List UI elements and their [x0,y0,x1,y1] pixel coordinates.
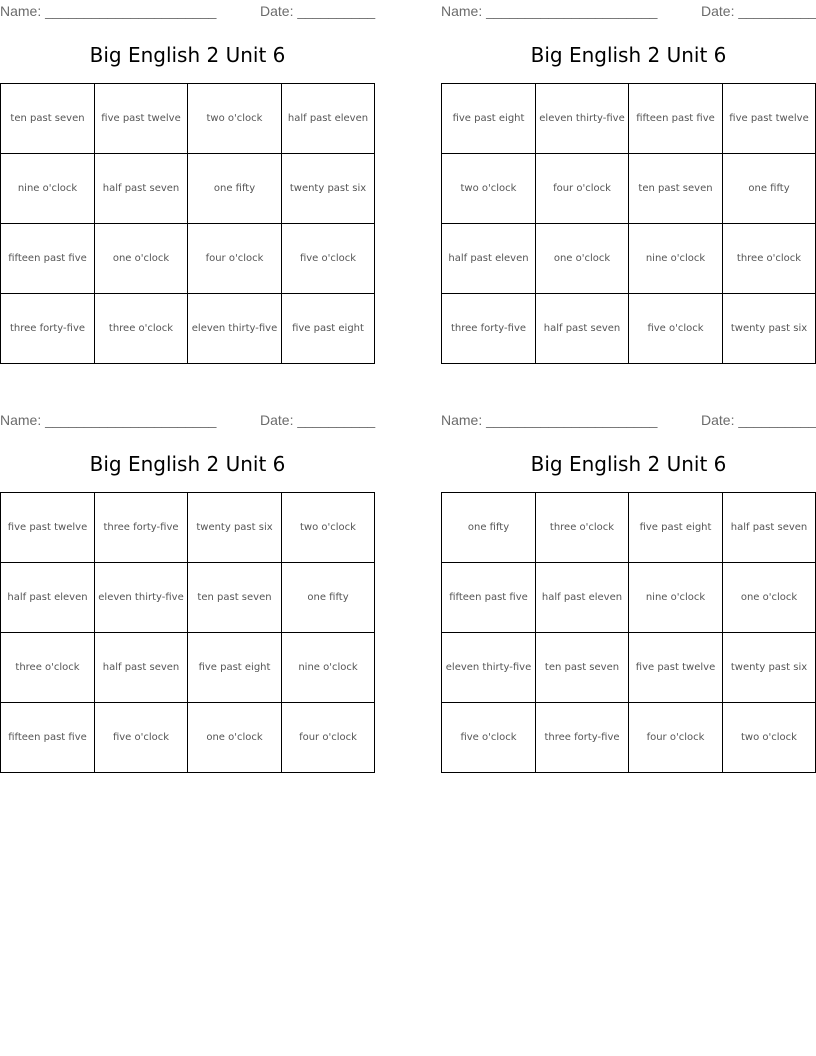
bingo-cell: two o'clock [188,84,282,154]
bingo-cell: twenty past six [188,493,282,563]
bingo-cell: one fifty [442,493,536,563]
bingo-cell: ten past seven [536,633,629,703]
date-field-label: Date: __________ [701,3,816,19]
bingo-grid [0,492,375,773]
bingo-cell: half past seven [95,633,188,703]
date-field-label: Date: __________ [260,412,376,428]
bingo-cell: three o'clock [95,294,188,364]
bingo-cell: ten past seven [188,563,282,633]
name-field-label: Name: ______________________ [0,412,217,428]
name-field-label: Name: ______________________ [0,3,217,19]
bingo-cell: eleven thirty-five [442,633,536,703]
bingo-cell: nine o'clock [1,154,95,224]
bingo-cell: nine o'clock [629,224,723,294]
bingo-cell: four o'clock [629,703,723,773]
bingo-cell: one fifty [723,154,816,224]
bingo-cell: five o'clock [95,703,188,773]
bingo-cell: three o'clock [1,633,95,703]
bingo-cell: five past twelve [95,84,188,154]
bingo-cell: one o'clock [723,563,816,633]
card-title: Big English 2 Unit 6 [530,43,727,67]
bingo-cell: nine o'clock [629,563,723,633]
bingo-cell: three forty-five [536,703,629,773]
bingo-cell: four o'clock [282,703,375,773]
date-field-label: Date: __________ [701,412,816,428]
bingo-cell: two o'clock [723,703,816,773]
bingo-cell: twenty past six [282,154,375,224]
bingo-cell: four o'clock [536,154,629,224]
bingo-cell: five o'clock [282,224,375,294]
bingo-cell: half past eleven [536,563,629,633]
bingo-cell: ten past seven [629,154,723,224]
bingo-cell: fifteen past five [1,703,95,773]
bingo-cell: three o'clock [536,493,629,563]
card-title: Big English 2 Unit 6 [89,43,286,67]
bingo-card [0,0,375,364]
bingo-cell: three forty-five [1,294,95,364]
bingo-cell: five o'clock [442,703,536,773]
bingo-cell: five past eight [629,493,723,563]
bingo-cell: one o'clock [536,224,629,294]
bingo-cell: twenty past six [723,294,816,364]
bingo-card [441,0,816,364]
bingo-cell: fifteen past five [442,563,536,633]
bingo-card [0,409,375,773]
bingo-cell: half past eleven [1,563,95,633]
bingo-cell: one o'clock [95,224,188,294]
bingo-cell: five o'clock [629,294,723,364]
bingo-card [441,409,816,773]
bingo-cell: three o'clock [723,224,816,294]
bingo-cell: four o'clock [188,224,282,294]
bingo-cell: eleven thirty-five [188,294,282,364]
bingo-cell: five past eight [282,294,375,364]
bingo-cell: five past twelve [1,493,95,563]
date-field-label: Date: __________ [260,3,376,19]
bingo-cell: one fifty [282,563,375,633]
bingo-cell: eleven thirty-five [536,84,629,154]
bingo-cell: twenty past six [723,633,816,703]
bingo-cell: two o'clock [442,154,536,224]
card-title: Big English 2 Unit 6 [89,452,286,476]
bingo-cell: half past seven [723,493,816,563]
bingo-cell: one fifty [188,154,282,224]
bingo-cell: fifteen past five [629,84,723,154]
name-field-label: Name: ______________________ [441,3,658,19]
bingo-cell: five past eight [188,633,282,703]
bingo-grid [441,492,816,773]
bingo-cell: ten past seven [1,84,95,154]
bingo-cell: one o'clock [188,703,282,773]
bingo-cell: eleven thirty-five [95,563,188,633]
bingo-cell: three forty-five [95,493,188,563]
bingo-cell: five past eight [442,84,536,154]
bingo-cell: nine o'clock [282,633,375,703]
bingo-cell: half past eleven [442,224,536,294]
bingo-cell: half past seven [95,154,188,224]
name-field-label: Name: ______________________ [441,412,658,428]
bingo-cell: three forty-five [442,294,536,364]
bingo-cell: half past eleven [282,84,375,154]
bingo-cell: five past twelve [723,84,816,154]
bingo-grid [441,83,816,364]
bingo-cell: fifteen past five [1,224,95,294]
card-title: Big English 2 Unit 6 [530,452,727,476]
bingo-cell: two o'clock [282,493,375,563]
bingo-cell: five past twelve [629,633,723,703]
bingo-grid [0,83,375,364]
bingo-cell: half past seven [536,294,629,364]
